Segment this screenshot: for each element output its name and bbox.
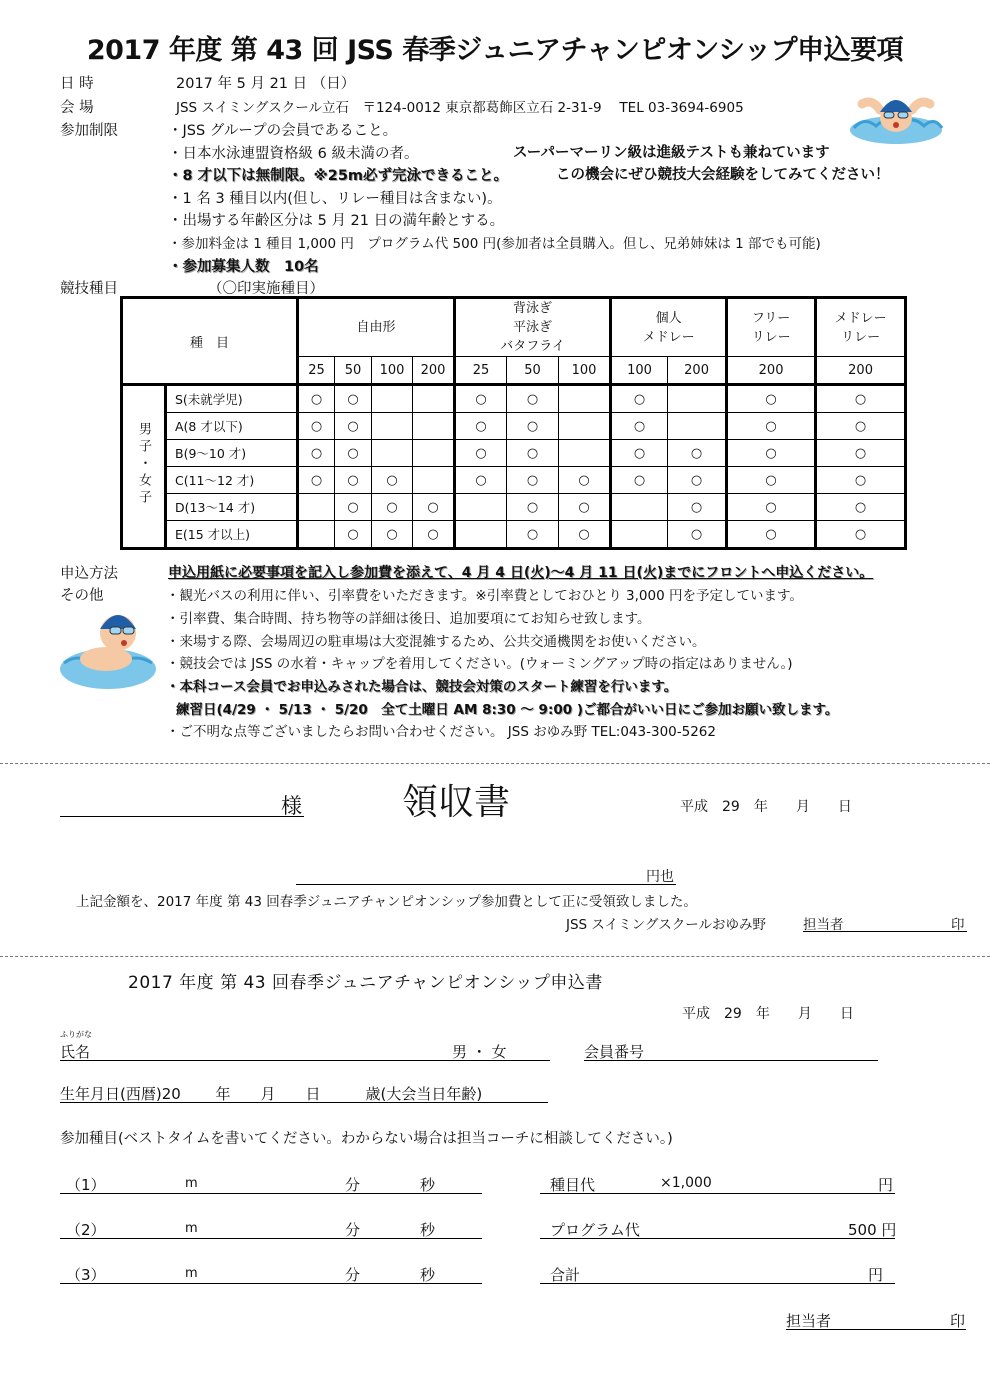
receipt-title: 領収書 bbox=[402, 782, 511, 823]
table-cell-mark: ○ bbox=[816, 440, 906, 467]
total-line bbox=[540, 1263, 895, 1284]
receipt-sama: 様 bbox=[281, 794, 302, 818]
table-distance: 50 bbox=[507, 357, 559, 385]
table-cell-mark: ○ bbox=[335, 521, 372, 549]
receipt-date: 平成 29 年 月 日 bbox=[680, 799, 852, 815]
table-cell-mark: ○ bbox=[455, 467, 507, 494]
apply-label: 申込方法 bbox=[60, 566, 118, 582]
table-cell-mark: ○ bbox=[335, 494, 372, 521]
table-cell-mark: ○ bbox=[668, 440, 727, 467]
form-staff: 担当者 bbox=[786, 1312, 832, 1330]
table-distance: 25 bbox=[455, 357, 507, 385]
other-item: ・ご不明な点等ございましたらお問い合わせください。 JSS おゆみ野 TEL:043-300-5262 bbox=[166, 724, 716, 740]
cut-line bbox=[0, 763, 990, 764]
table-cell-mark bbox=[413, 385, 455, 413]
entry-sec: 秒 bbox=[420, 1221, 436, 1239]
table-cell-mark: ○ bbox=[816, 385, 906, 413]
table-row bbox=[122, 413, 906, 440]
table-distance: 200 bbox=[727, 357, 816, 385]
table-cell-mark bbox=[668, 413, 727, 440]
table-row-label: D(13～14 才) bbox=[166, 494, 298, 521]
other-item: 練習日(4/29 ・ 5/13 ・ 5/20 全て土曜日 AM 8:30 ～ 9:00 )ご都合がいい日にご参加お願い致します。 bbox=[176, 702, 839, 718]
table-cell-mark bbox=[413, 467, 455, 494]
entry-line[interactable] bbox=[60, 1218, 482, 1239]
table-cell-mark: ○ bbox=[727, 467, 816, 494]
table-cell-mark: ○ bbox=[668, 467, 727, 494]
gender-text: 男子・女子 bbox=[136, 422, 151, 507]
entry-sec: 秒 bbox=[420, 1266, 436, 1284]
table-row bbox=[122, 440, 906, 467]
table-row bbox=[122, 494, 906, 521]
table-cell-mark bbox=[298, 521, 335, 549]
receipt-amount-line bbox=[296, 866, 676, 885]
entry-min: 分 bbox=[345, 1266, 361, 1284]
venue-value: JSS スイミングスクール立石 〒124-0012 東京都葛飾区立石 2-31-9 TEL 03-3694-6905 bbox=[176, 100, 744, 116]
table-cell-mark bbox=[372, 440, 413, 467]
restriction-item: ・参加募集人数 10名 bbox=[168, 259, 319, 275]
entry-m: m bbox=[185, 1176, 198, 1191]
table-row bbox=[122, 385, 906, 413]
other-label: その他 bbox=[60, 588, 104, 604]
birth-label: 生年月日(西暦)20 年 月 日 歳(大会当日年齢) bbox=[60, 1085, 483, 1103]
entry-min: 分 bbox=[345, 1176, 361, 1194]
table-cell-mark: ○ bbox=[727, 413, 816, 440]
events-note: （〇印実施種目） bbox=[208, 281, 324, 297]
table-cell-mark bbox=[559, 440, 611, 467]
program-value: 500 円 bbox=[848, 1221, 897, 1239]
notice-marlin: スーパーマーリン級は進級テストも兼ねています bbox=[513, 145, 830, 161]
entry-no: （2） bbox=[66, 1221, 106, 1239]
restriction-item: ・出場する年齢区分は 5 月 21 日の満年齢とする。 bbox=[168, 213, 505, 229]
table-cell-mark: ○ bbox=[335, 413, 372, 440]
fee-label: 種目代 bbox=[550, 1176, 596, 1194]
table-cell-mark: ○ bbox=[507, 467, 559, 494]
table-row-label: C(11～12 才) bbox=[166, 467, 298, 494]
entry-no: （1） bbox=[66, 1176, 106, 1194]
restrict-label: 参加制限 bbox=[60, 123, 118, 139]
table-cell-mark: ○ bbox=[559, 467, 611, 494]
table-cell-mark: ○ bbox=[507, 385, 559, 413]
table-row bbox=[122, 467, 906, 494]
entry-m: m bbox=[185, 1221, 198, 1236]
table-cell-mark: ○ bbox=[335, 440, 372, 467]
table-distance: 25 bbox=[298, 357, 335, 385]
table-cell-mark bbox=[455, 521, 507, 549]
table-row-label: S(未就学児) bbox=[166, 385, 298, 413]
events-intro: 参加種目(ベストタイムを書いてください。わからない場合は担当コーチに相談してください。) bbox=[60, 1131, 673, 1147]
receipt-yen: 円也 bbox=[646, 869, 674, 885]
notice-experience: この機会にぜひ競技大会経験をしてみてください！ bbox=[556, 167, 890, 183]
table-cell-mark: ○ bbox=[507, 440, 559, 467]
date-label: 日 時 bbox=[60, 76, 94, 92]
entry-line[interactable] bbox=[60, 1173, 482, 1194]
table-cell-mark: ○ bbox=[372, 521, 413, 549]
table-cell-mark: ○ bbox=[298, 440, 335, 467]
table-cell-mark: ○ bbox=[335, 385, 372, 413]
entry-min: 分 bbox=[345, 1221, 361, 1239]
entry-line[interactable] bbox=[60, 1263, 482, 1284]
other-item: ・引率費、集合時間、持ち物等の詳細は後日、追加要項にてお知らせ致します。 bbox=[166, 611, 651, 627]
table-cell-mark: ○ bbox=[507, 494, 559, 521]
restriction-item: ・日本水泳連盟資格級 6 級未満の者。 bbox=[168, 146, 419, 162]
table-cell-mark: ○ bbox=[727, 440, 816, 467]
table-cell-mark bbox=[559, 413, 611, 440]
table-cell-mark: ○ bbox=[611, 440, 668, 467]
table-distance: 100 bbox=[559, 357, 611, 385]
table-cell-mark bbox=[611, 521, 668, 549]
name-label: 氏名 bbox=[60, 1043, 91, 1061]
table-cell-mark bbox=[413, 440, 455, 467]
form-title: 2017 年度 第 43 回春季ジュニアチャンピオンシップ申込書 bbox=[128, 973, 603, 993]
table-cell-mark: ○ bbox=[611, 413, 668, 440]
table-cell-mark bbox=[413, 413, 455, 440]
table-header-stroke: 自由形 bbox=[298, 298, 455, 357]
swimmer-butterfly-illustration bbox=[848, 80, 944, 146]
table-header-stroke: 背泳ぎ 平泳ぎ バタフライ bbox=[455, 298, 611, 357]
table-cell-mark: ○ bbox=[816, 413, 906, 440]
table-row-label: E(15 才以上) bbox=[166, 521, 298, 549]
form-seal: 印 bbox=[950, 1312, 966, 1330]
table-cell-mark: ○ bbox=[455, 413, 507, 440]
table-header-stroke: フリー リレー bbox=[727, 298, 816, 357]
table-distance: 100 bbox=[611, 357, 668, 385]
table-cell-mark: ○ bbox=[668, 494, 727, 521]
table-header-event: 種 目 bbox=[122, 298, 298, 385]
table-cell-mark: ○ bbox=[507, 413, 559, 440]
cut-line bbox=[0, 956, 990, 957]
table-cell-mark bbox=[455, 494, 507, 521]
table-cell-mark: ○ bbox=[372, 467, 413, 494]
table-cell-mark: ○ bbox=[335, 467, 372, 494]
table-header-stroke: メドレー リレー bbox=[816, 298, 906, 357]
restriction-item: ・参加料金は 1 種目 1,000 円 プログラム代 500 円(参加者は全員購入。但し、兄弟姉妹は 1 部でも可能) bbox=[168, 236, 821, 252]
swimmer-kid-illustration bbox=[56, 603, 156, 691]
restriction-item: ・8 才以下は無制限。※25m必ず完泳できること。 bbox=[168, 168, 509, 184]
venue-label: 会 場 bbox=[60, 100, 94, 116]
table-cell-mark: ○ bbox=[298, 413, 335, 440]
table-cell-mark: ○ bbox=[298, 467, 335, 494]
receipt-school: JSS スイミングスクールおゆみ野 bbox=[566, 917, 766, 933]
receipt-staff: 担当者 bbox=[803, 917, 844, 933]
page-title: 2017 年度 第 43 回 JSS 春季ジュニアチャンピオンシップ申込要項 bbox=[86, 35, 904, 66]
entry-m: m bbox=[185, 1266, 198, 1281]
member-no-label: 会員番号 bbox=[584, 1043, 645, 1061]
total-label: 合計 bbox=[550, 1266, 581, 1284]
receipt-seal: 印 bbox=[951, 917, 965, 933]
other-item: ・競技会では JSS の水着・キャップを着用してください。(ウォーミングアップ時の指定はありません。) bbox=[166, 656, 793, 672]
table-cell-mark: ○ bbox=[816, 494, 906, 521]
restriction-item: ・JSS グループの会員であること。 bbox=[168, 123, 398, 139]
events-label: 競技種目 bbox=[60, 281, 118, 297]
total-yen: 円 bbox=[868, 1266, 884, 1284]
table-gender-label bbox=[122, 385, 166, 549]
table-cell-mark bbox=[668, 385, 727, 413]
program-label: プログラム代 bbox=[550, 1221, 640, 1239]
table-cell-mark: ○ bbox=[559, 494, 611, 521]
table-cell-mark: ○ bbox=[727, 521, 816, 549]
table-row-label: B(9～10 才) bbox=[166, 440, 298, 467]
table-cell-mark: ○ bbox=[455, 385, 507, 413]
table-cell-mark: ○ bbox=[727, 494, 816, 521]
fee-yen: 円 bbox=[878, 1176, 894, 1194]
table-cell-mark: ○ bbox=[816, 467, 906, 494]
table-cell-mark: ○ bbox=[413, 521, 455, 549]
table-cell-mark bbox=[611, 494, 668, 521]
entry-sec: 秒 bbox=[420, 1176, 436, 1194]
table-cell-mark bbox=[372, 413, 413, 440]
table-cell-mark: ○ bbox=[298, 385, 335, 413]
table-distance: 100 bbox=[372, 357, 413, 385]
table-distance: 200 bbox=[668, 357, 727, 385]
restriction-item: ・1 名 3 種目以内(但し、リレー種目は含まない)。 bbox=[168, 191, 502, 207]
table-row bbox=[122, 521, 906, 549]
receipt-name-line bbox=[60, 790, 304, 817]
table-cell-mark: ○ bbox=[413, 494, 455, 521]
table-distance: 50 bbox=[335, 357, 372, 385]
table-cell-mark: ○ bbox=[611, 467, 668, 494]
table-cell-mark: ○ bbox=[727, 385, 816, 413]
table-cell-mark: ○ bbox=[559, 521, 611, 549]
table-cell-mark bbox=[298, 494, 335, 521]
form-date: 平成 29 年 月 日 bbox=[682, 1006, 854, 1022]
other-item: ・来場する際、会場周辺の駐車場は大変混雑するため、公共交通機関をお使いください。 bbox=[166, 634, 706, 650]
table-cell-mark: ○ bbox=[668, 521, 727, 549]
other-item: ・観光バスの利用に伴い、引率費をいただきます。※引率費としておひとり 3,000 円を予定しています。 bbox=[166, 588, 803, 604]
table-row-label: A(8 才以下) bbox=[166, 413, 298, 440]
table-cell-mark: ○ bbox=[455, 440, 507, 467]
fee-mult: ×1,000 bbox=[660, 1175, 712, 1191]
receipt-statement: 上記金額を、2017 年度 第 43 回春季ジュニアチャンピオンシップ参加費として正に受領致しました。 bbox=[76, 894, 697, 910]
table-distance: 200 bbox=[413, 357, 455, 385]
other-item: ・本科コース会員でお申込みされた場合は、競技会対策のスタート練習を行います。 bbox=[166, 679, 678, 695]
events-table bbox=[120, 296, 907, 550]
table-cell-mark bbox=[372, 385, 413, 413]
table-distance: 200 bbox=[816, 357, 906, 385]
furigana-label: ふりがな bbox=[60, 1030, 92, 1039]
entry-no: （3） bbox=[66, 1266, 106, 1284]
table-header-stroke: 個人 メドレー bbox=[611, 298, 727, 357]
gender-select[interactable]: 男 ・ 女 bbox=[452, 1043, 507, 1061]
table-cell-mark: ○ bbox=[816, 521, 906, 549]
apply-text: 申込用紙に必要事項を記入し参加費を添えて、4 月 4 日(火)～4 月 11 日(火)までにフロントへ申込ください。 bbox=[168, 565, 874, 581]
date-value: 2017 年 5 月 21 日 （日） bbox=[176, 76, 356, 92]
table-cell-mark: ○ bbox=[507, 521, 559, 549]
table-cell-mark: ○ bbox=[372, 494, 413, 521]
table-cell-mark bbox=[559, 385, 611, 413]
table-cell-mark: ○ bbox=[611, 385, 668, 413]
